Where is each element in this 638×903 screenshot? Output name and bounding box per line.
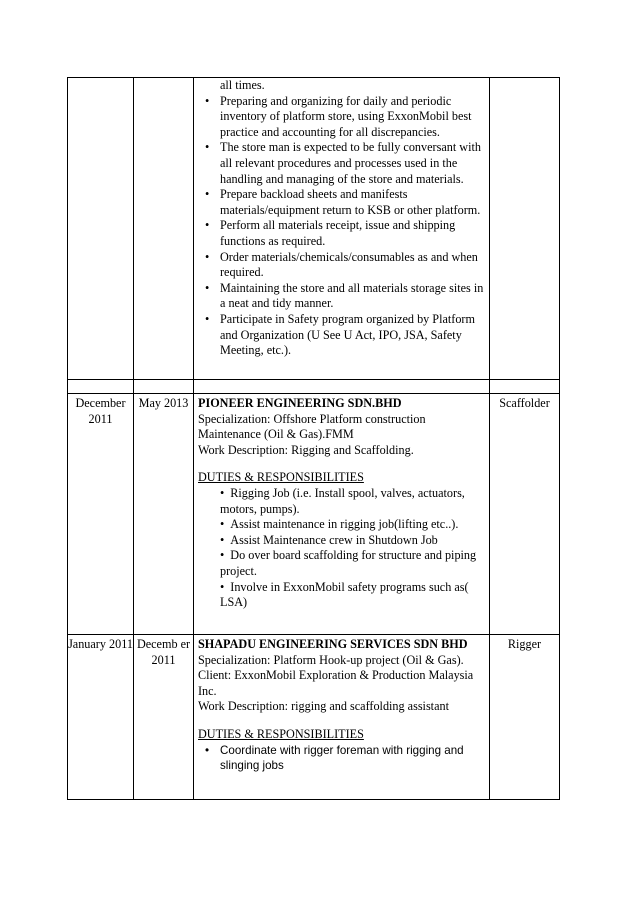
list-item: • Assist Maintenance crew in Shutdown Job: [220, 532, 438, 547]
bullet-icon: •: [220, 579, 225, 594]
company-name: SHAPADU ENGINEERING SERVICES SDN BHD: [198, 637, 468, 651]
list-item: • Do over board scaffolding for structure and piping project.: [220, 548, 477, 578]
company-name: PIONEER ENGINEERING SDN.BHD: [198, 396, 402, 410]
duties-list: [198, 743, 486, 774]
from-date: December 2011: [68, 394, 134, 635]
list-item: • Preparing and organizing for daily and periodic inventory of platform store, using ExxonMobil best practice and accounting for all discrepancies.: [205, 93, 472, 139]
bullet-icon: •: [205, 743, 210, 757]
to-cell: [134, 78, 194, 380]
work-description: Work Description: Rigging and Scaffolding.: [198, 442, 414, 457]
bullet-icon: •: [220, 548, 225, 563]
list-item: • Order materials/chemicals/consumables as and when required.: [205, 249, 478, 280]
list-item: • Prepare backload sheets and manifests materials/equipment return to KSB or other platform.: [205, 187, 481, 217]
description-cell: [194, 78, 490, 380]
client-text: Client: ExxonMobil Exploration & Production Malaysia Inc.: [198, 668, 474, 698]
duties-heading: DUTIES & RESPONSIBILITIES: [198, 470, 364, 485]
specialization-text: Specialization: Offshore Platform construction Maintenance (Oil & Gas).FMM: [198, 411, 426, 442]
table-row: [68, 635, 560, 800]
spacer-row: [68, 380, 560, 394]
specialization-text: Specialization: Platform Hook-up project (Oil & Gas).: [198, 652, 464, 667]
role-title: Scaffolder: [490, 394, 560, 635]
list-item: • Assist maintenance in rigging job(lifting etc..).: [220, 517, 459, 532]
responsibility-list: [198, 94, 486, 359]
table-row: [68, 394, 560, 635]
from-cell: [68, 78, 134, 380]
bullet-icon: •: [220, 532, 225, 547]
bullet-icon: •: [205, 280, 210, 295]
list-item: • The store man is expected to be fully conversant with all relevant procedures and processes used in the handling and managing of the store and materials.: [205, 140, 481, 186]
bullet-icon: •: [205, 93, 210, 108]
list-item: • Perform all materials receipt, issue and shipping functions as required.: [205, 218, 456, 248]
bullet-icon: •: [205, 187, 210, 202]
continuation-text: all times.: [220, 78, 265, 92]
bullet-icon: •: [220, 485, 225, 500]
duties-list: [198, 486, 486, 611]
list-item: • Coordinate with rigger foreman with rigging and slinging jobs: [205, 743, 464, 773]
from-date: January 2011: [68, 635, 134, 800]
list-item: • Maintaining the store and all materials storage sites in a neat and tidy manner.: [205, 280, 484, 311]
role-cell: [490, 78, 560, 380]
to-date: Decemb er 2011: [134, 635, 194, 800]
table-row: [68, 78, 560, 380]
duties-heading: DUTIES & RESPONSIBILITIES: [198, 726, 364, 741]
description-cell: [194, 635, 490, 800]
bullet-icon: •: [205, 218, 210, 233]
bullet-icon: •: [205, 249, 210, 264]
bullet-icon: •: [205, 140, 210, 155]
description-cell: [194, 394, 490, 635]
bullet-icon: •: [220, 517, 225, 532]
to-date: May 2013: [134, 394, 194, 635]
list-item: • Involve in ExxonMobil safety programs such as( LSA): [220, 579, 469, 610]
list-item: • Participate in Safety program organized by Platform and Organization (U See U Act, IPO, JSA, Safety Meeting, etc.).: [205, 311, 475, 358]
bullet-icon: •: [205, 311, 210, 326]
work-description: Work Description: rigging and scaffolding assistant: [198, 699, 449, 714]
list-item: • Rigging Job (i.e. Install spool, valves, actuators, motors, pumps).: [220, 485, 465, 516]
experience-table: [67, 77, 560, 800]
role-title: Rigger: [490, 635, 560, 800]
